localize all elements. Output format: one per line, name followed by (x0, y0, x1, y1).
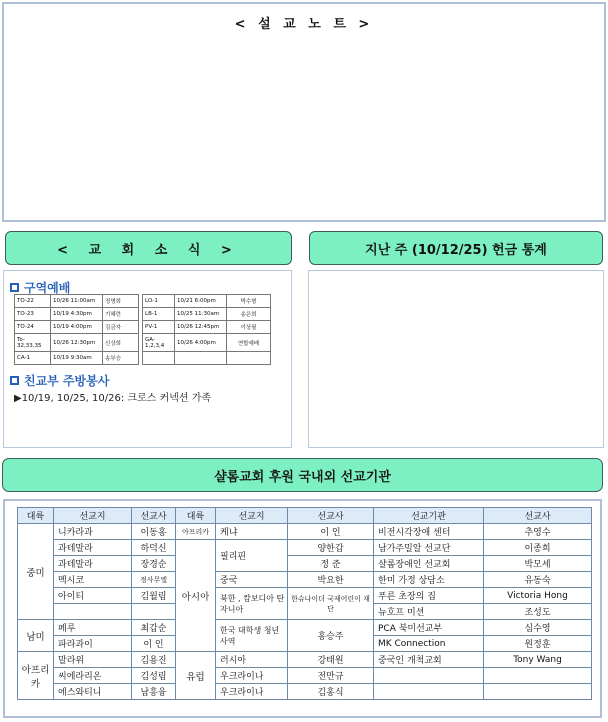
table-cell: 강태원 (288, 652, 374, 668)
table-cell: TO-24 (15, 321, 51, 334)
table-cell (143, 352, 175, 365)
table-cell: 조성도 (484, 604, 592, 620)
table-cell: 10/26 12:30pm (51, 334, 103, 352)
missions-header: 샬롬교회 후원 국내외 선교기관 (2, 458, 603, 492)
table-cell: 남가주밀알 선교단 (374, 540, 484, 556)
missions-panel (3, 499, 602, 718)
table-cell: 이 인 (288, 524, 374, 540)
region-cell: 아프리카 (18, 652, 54, 700)
region-cell: 아시아 (176, 540, 216, 652)
table-cell: To-32,33,35 (15, 334, 51, 352)
table-cell: 10/19 4:30pm (51, 308, 103, 321)
column-header: 선교기관 (374, 508, 484, 524)
table-row (18, 684, 592, 700)
table-cell: 한슈나이더 국제어린이 재단 (288, 588, 374, 620)
table-cell (374, 668, 484, 684)
table-cell: 신상희 (103, 334, 139, 352)
square-bullet-icon (10, 376, 19, 385)
table-cell: 하덕신 (132, 540, 176, 556)
table-cell: 페루 (54, 620, 132, 636)
table-cell: 김금자 (103, 321, 139, 334)
table-cell (484, 684, 592, 700)
table-cell: Tony Wang (484, 652, 592, 668)
table-cell (132, 604, 176, 620)
table-cell: CA-1 (15, 352, 51, 365)
table-cell: MK Connection (374, 636, 484, 652)
table-cell: 원정훈 (484, 636, 592, 652)
table-cell: 푸른 초장의 집 (374, 588, 484, 604)
table-row (18, 652, 592, 668)
table-cell: TO-22 (15, 295, 51, 308)
table-cell: 정명희 (103, 295, 139, 308)
table-cell (374, 684, 484, 700)
column-header: 대륙 (18, 508, 54, 524)
table-cell: 정 준 (288, 556, 374, 572)
table-cell: 양한갑 (288, 540, 374, 556)
table-cell: LO-1 (143, 295, 175, 308)
table-cell: 10/26 4:00pm (175, 334, 227, 352)
table-cell (54, 604, 132, 620)
table-cell: 10/19 4:00pm (51, 321, 103, 334)
table-cell: 멕시코 (54, 572, 132, 588)
table-cell: 심수영 (484, 620, 592, 636)
table-cell: 중국인 개척교회 (374, 652, 484, 668)
table-cell: 중국 (216, 572, 288, 588)
table-cell (227, 352, 271, 365)
table-cell: 10/26 12:45pm (175, 321, 227, 334)
sermon-notes-title: < 설 교 노 트 > (234, 17, 374, 32)
table-row (15, 334, 271, 352)
square-bullet-icon (10, 283, 19, 292)
table-cell (175, 352, 227, 365)
table-row (18, 540, 592, 556)
table-cell: 이종희 (484, 540, 592, 556)
district-worship-label: 구역예배 (24, 281, 71, 295)
table-cell: 박수형 (227, 295, 271, 308)
kitchen-service-heading (10, 372, 109, 389)
table-cell: 김성림 (132, 668, 176, 684)
table-cell: 니카라과 (54, 524, 132, 540)
table-cell: 전만규 (288, 668, 374, 684)
column-header: 선교사 (484, 508, 592, 524)
table-cell: 뉴호프 미션 (374, 604, 484, 620)
column-header: 선교지 (54, 508, 132, 524)
table-cell: 케냐 (216, 524, 288, 540)
table-row (18, 556, 592, 572)
kitchen-service-label: 친교부 주방봉사 (24, 374, 110, 388)
table-cell: 10/19 9:30am (51, 352, 103, 365)
table-cell: 김홍식 (288, 684, 374, 700)
table-cell: TO-23 (15, 308, 51, 321)
kitchen-service-text: ▶10/19, 10/25, 10/26: 크로스 커넥션 가족 (14, 393, 212, 404)
table-cell: 북한 , 캄보디아 탄자니아 (216, 588, 288, 620)
table-cell: 필리핀 (216, 540, 288, 572)
table-cell: 씨에라리온 (54, 668, 132, 684)
table-cell: 우크라이나 (216, 684, 288, 700)
table-cell: PV-1 (143, 321, 175, 334)
column-header: 대륙 (176, 508, 216, 524)
table-cell: 기혜련 (103, 308, 139, 321)
table-cell: 과테말라 (54, 540, 132, 556)
table-cell: 과테말라 (54, 556, 132, 572)
table-cell: 10/25 11:30am (175, 308, 227, 321)
table-row (15, 321, 271, 334)
table-cell: 박요한 (288, 572, 374, 588)
table-cell: PCA 북미선교부 (374, 620, 484, 636)
table-cell: 박모세 (484, 556, 592, 572)
table-row (15, 352, 271, 365)
table-cell: 10/26 11:00am (51, 295, 103, 308)
table-cell: 샬롬장애인 선교회 (374, 556, 484, 572)
table-row (18, 668, 592, 684)
table-cell: 에스와티니 (54, 684, 132, 700)
table-cell: GA-1,2,3,4 (143, 334, 175, 352)
table-cell: 연합예배 (227, 334, 271, 352)
table-row (18, 588, 592, 604)
table-cell: Victoria Hong (484, 588, 592, 604)
table-cell: 최갑순 (132, 620, 176, 636)
table-cell: 추영수 (484, 524, 592, 540)
sermon-notes-box (2, 2, 606, 222)
offering-stats-panel (308, 270, 604, 448)
table-cell: 정사무엘 (132, 572, 176, 588)
table-cell: 말라위 (54, 652, 132, 668)
table-cell: 남흥융 (132, 684, 176, 700)
table-row (18, 524, 592, 540)
district-worship-table (14, 294, 271, 365)
table-header-row (18, 508, 592, 524)
table-cell: 장경순 (132, 556, 176, 572)
table-cell: 우크라이나 (216, 668, 288, 684)
table-cell: 김용진 (132, 652, 176, 668)
table-cell: 홍승주 (288, 620, 374, 652)
table-cell: 비전시각장애 센터 (374, 524, 484, 540)
column-header: 선교사 (288, 508, 374, 524)
missions-table (17, 507, 592, 700)
table-cell: 이상필 (227, 321, 271, 334)
table-cell: 한국 대학생 청년 사역 (216, 620, 288, 652)
offering-stats-header: 지난 주 (10/12/25) 헌금 통계 (309, 231, 603, 265)
column-header: 선교지 (216, 508, 288, 524)
table-row (15, 308, 271, 321)
table-cell: 러시아 (216, 652, 288, 668)
table-cell: 김월림 (132, 588, 176, 604)
table-cell: 이 인 (132, 636, 176, 652)
table-row (18, 572, 592, 588)
table-cell: 파라과이 (54, 636, 132, 652)
table-row (15, 295, 271, 308)
region-cell: 유럽 (176, 652, 216, 700)
table-cell: 아이티 (54, 588, 132, 604)
column-header: 선교사 (132, 508, 176, 524)
table-cell: 송부승 (103, 352, 139, 365)
table-cell: 이동홍 (132, 524, 176, 540)
church-news-header: < 교 회 소 식 > (5, 231, 292, 265)
table-cell: LB-1 (143, 308, 175, 321)
region-cell: 남미 (18, 620, 54, 652)
table-cell: 10/21 6:00pm (175, 295, 227, 308)
region-cell: 중미 (18, 524, 54, 620)
table-cell: 유동숙 (484, 572, 592, 588)
region-cell: 아프리카 (176, 524, 216, 540)
table-cell: 한미 가정 상담소 (374, 572, 484, 588)
table-row (18, 620, 592, 636)
table-cell: 송은희 (227, 308, 271, 321)
table-cell (484, 668, 592, 684)
